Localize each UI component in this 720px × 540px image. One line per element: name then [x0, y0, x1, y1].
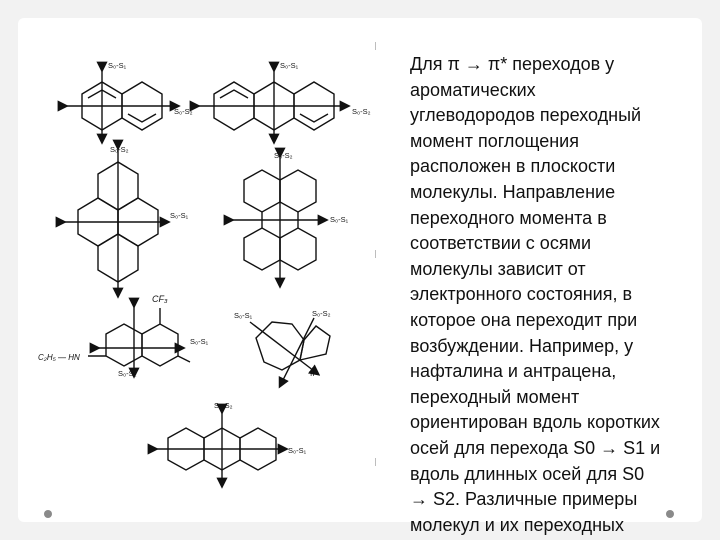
perylene-s0s1-label: S₀-S₁ [330, 215, 349, 224]
pyrene-s0s2-label: S₀-S₂ [110, 145, 129, 154]
slide-body-text: Для π → π* переходов у ароматических углеводородов переходный момент поглощения расположен в плоскости молекулы. Направление переходного момента в соответствии с осями молекулы зависит от электронного состояния, в которое она переходит при возбуждении. Например, у нафталина и антрацена, переходный момент ориентирован вдоль коротких осей для перехода S0 → S1 и вдоль длинных осей для S0 → S2. Различные примеры молекул и их переходных [410, 54, 661, 535]
transition-moment-figure [18, 56, 378, 496]
naphthalene-structure [66, 70, 178, 142]
corner-dot-right [666, 510, 674, 518]
anthracene-s0s1-label: S₀-S₁ [280, 61, 299, 70]
corner-dot-left [44, 510, 52, 518]
azulene-s0s2-label: S₀-S₂ [312, 309, 331, 318]
naphthalene-s0s2-label: S₀-S₂ [174, 107, 193, 116]
azulene-ii-label: II [310, 369, 315, 378]
phenanthrene-structure [156, 412, 286, 486]
phenanthrene-s0s1-label: S₀-S₁ [288, 446, 307, 455]
perylene-structure [232, 156, 326, 286]
coumarin-amine-label: C₂H₅ — HN [38, 353, 80, 362]
azulene-s0s1-label: S₀-S₁ [234, 311, 253, 320]
perylene-s0s2-label: S₀-S₂ [274, 151, 293, 160]
anthracene-s0s2-label: S₀-S₂ [352, 107, 371, 116]
coumarin-s0s1-label: S₀-S₁ [190, 337, 209, 346]
divider-tick [375, 42, 376, 50]
coumarin-structure [88, 306, 190, 376]
coumarin-cf3-label: CF₃ [152, 294, 168, 304]
divider-tick [375, 458, 376, 466]
molecules-diagram [18, 56, 378, 496]
anthracene-structure [198, 70, 348, 142]
azulene-structure [250, 318, 330, 386]
divider-tick [375, 250, 376, 258]
coumarin-s0s2-label: S₀-S₂ [118, 369, 137, 378]
phenanthrene-s0s2-label: S₀-S₂ [214, 401, 233, 410]
pyrene-s0s1-label: S₀-S₁ [170, 211, 189, 220]
naphthalene-s0s1-label: S₀-S₁ [108, 61, 127, 70]
pyrene-structure [64, 148, 168, 296]
azulene-axis-arrow-2 [280, 318, 314, 386]
